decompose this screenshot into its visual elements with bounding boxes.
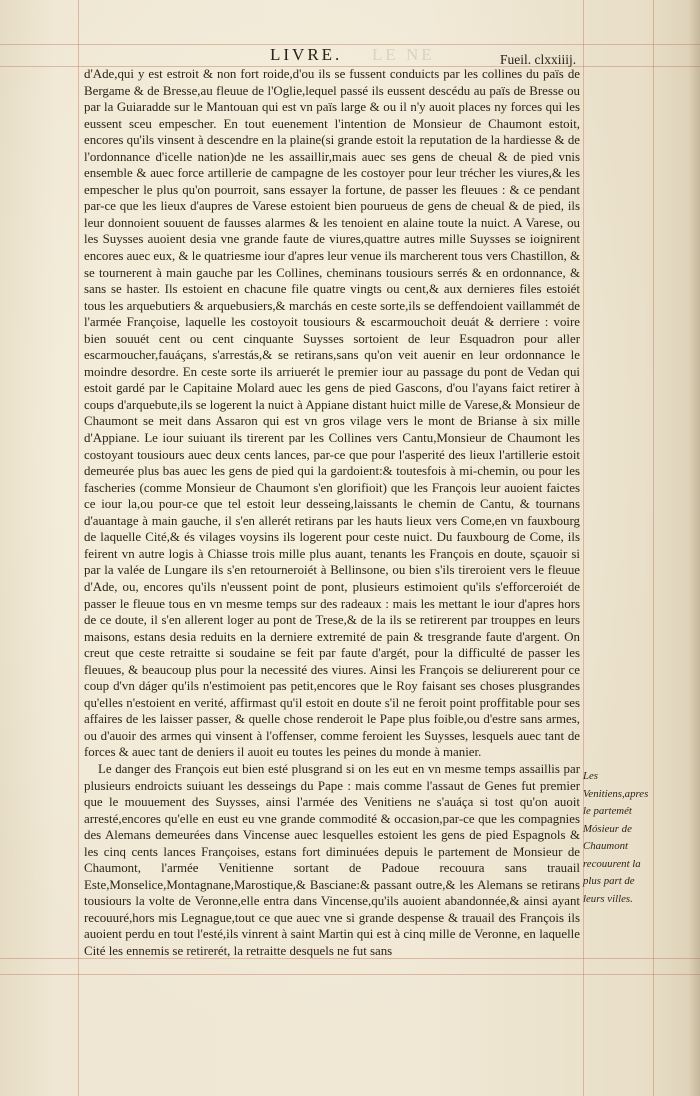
folio-number: Fueil. clxxiiij. bbox=[500, 52, 577, 67]
left-margin-rule bbox=[78, 0, 79, 1096]
show-through-title: LE NE bbox=[372, 45, 435, 64]
right-margin-rule bbox=[653, 0, 654, 1096]
marginal-note: Les Venitiens,apres le partemét Mósieur de Chaumont recouurent la plus part de leurs villes. bbox=[583, 770, 649, 905]
right-text-rule bbox=[583, 0, 584, 1096]
paragraph-1: d'Ade,qui y est estroit & non fort roide,d'ou ils se fussent conduicts par les collines du païs de Bergame & de Bresse,au fleuue de l'Oglie,lequel passé ils eussent descédu au païs de Bresse ou par la Guiaradde sur le Mantouan qui est vn païs large & ou il n'y auoit places ny forces qui les eussent sceu empescher. En tout euenement l'intention de Monsieur de Chaumont estoit, encores qu'ils vinsent à descendre en la plaine(si grande estoit la reputation de la hardiesse & de l'ordonnance d'icelle nation)de ne les assaillir,mais auec ses gens de cheual & de pied vnis ensemble & auec force artillerie de campagne de les costoyer pour leur trécher les viures,& les empescher le plus qu'on pourroit, sans essayer la fortune, de passer les fleuues : & ce pendant par-ce que les lieux d'aupres de Varese estoient bien pourueus de gens de cheual & de pied, ils leur donnoient souuent de fausses alarmes & les tenoient en alaine toute la nuict. A Varese, ou les Suysses auoient desia vne grande faute de viures,quattre autres mille Suysses se ioignirent encores auec eux, & le quatriesme iour d'apres leur venue ils marcherent tous vers Chastillon, & se tournerent à main gauche par les Collines, cheminans tousiours serrés & en ordonnance, & sans se haster. Ils estoient en chacune file quatre vingts ou cent,& aux dernieres files estoiét tous les arquebutiers & arquebusiers,& marchás en ceste sorte,ils se deffendoient vaillammét de l'armée Françoise, laquelle les costoyoit tousiours & escarmouchoit deuát & derriere : voire bien souuét cent ou cent cinquante Suysses sortoient de leur Esquadron pour aller escarmoucher,fauáçans, s'arrestás,& se retirans,sans qu'on veit auenir en leur ordonnance le moindre desordre. En ceste sorte ils arriuerét le premier iour au passage du pont de Vedan qui estoit gardé par le Capitaine Molard auec les gens de pied Gascons, d'ou l'ayans faict retirer à coups d'arquebute,ils se logerent la nuict à Appiane distant huict mille de Varese,& Monsieur de Chaumont se meit dans Assaron qui est vn gros vilage vers le mont de Brianse à six mille d'Appiane. Le iour suiuant ils tirerent par les Collines vers Cantu,Monsieur de Chaumont les costoyant tousiours auec deux cents lances, par-ce que pour l'asperité des lieux l'artillerie estoit demeurée plus bas auec les gens de pied qui la gardoient:& toutesfois à mi-chemin, ou pour les fascheries (comme Monsieur de Chaumont s'en glorifioit) que les François leur auoient faictes ce iour la,ou pour-ce que tel estoit leur desseing,laissants le chemin de Cantu, & tournans d'auantage à main gauche, il s'en allerét retirans par les hauts lieux vers Come,en vn fauxbourg de laquelle Cité,& és vilages voysins ils logerent pour ceste nuict. Du fauxbourg de Come, ils feirent vn autre logis à Chiasse trois mille plus auant, tenants les François en doute, sçauoir si par la valée de Lungare ils s'en retourneroiét à Bellinsone, ou bien s'ils tireroient vers le fleuue d'Ade, ou, encores qu'ils n'eussent point de pont, plusieurs estimoient qu'ils s'efforceroiét de passer le fleuue tous en vn mesme temps sur des radeaux : mais les mettant le iour d'apres hors de ce doute, il s'en allerent loger au pont de Trese,& de la ils se retirerent par trouppes en leurs maisons, estans desia reduits en la derniere extremité de pain & tresgrande faute d'argent. On creut que ceste retraitte si soudaine se feit par faute d'argét, pour la difficulté de passer les fleuues, & beaucoup plus pour la necessité des viures. Ainsi les François se deliurerent pour ce coup d'vn dáger qu'ils n'estimoient pas petit,encores que le Roy faisant ses choses plusgrandes qu'elles n'estoient en verité, affirmast qu'il estoit en doute s'il ne feroit point proffitable pour ses affaires de les laisser passer, & quelle chose renderoit le Pape plus foible,ou d'estre sans armes, ou d'auoir des armes qui vinsent à l'offenser, comme feroient les Suysses, lesquels auec tant de forces & auec tant de deniers il auoit eu toutes les peines du monde à manier. bbox=[84, 67, 580, 760]
header-rule bbox=[0, 44, 700, 45]
page-edge-shadow bbox=[688, 0, 700, 1096]
paragraph-2: Le danger des François eut bien esté plusgrand si on les eut en vn mesme temps assaillis par plusieurs endroicts suiuant les desseings du Pape : mais comme l'assaut de Genes fut premier que le mouuement des Suysses, ainsi l'armée des Venitiens ne s'auáça si tost qu'on auoit arresté,encores qu'elle en eust eu vne grande commodité & occasion,par-ce que les compagnies des Alemans demeurées dans Vincense auec lesquelles estoient les gens de pied Espagnols & les cinq cents lances Françoises, estans fort diminuées depuis le partement de Monsieur de Chaumont, l'armée Venitienne sortant de Padoue recouura sans trauail Este,Monselice,Montagnane,Marostique,& Basciane:& passant outre,& les Alemans se retirans tousiours la volte de Veronne,elle entra dans Vincense,qu'ils auoient abandonnée,& ainsi ayant recouuré,hors mis Legnague,tout ce que auec vne si grande despense & trauail des François ils auoient perdu en tout l'esté,ils vinrent à saint Martin qui est à cinq mille de Veronne, en laquelle Cité les ennemis se retirerét, la retraitte desquels ne fut sans bbox=[84, 761, 580, 958]
bottom-rule-2 bbox=[0, 974, 700, 975]
running-title: LIVRE. bbox=[270, 45, 343, 64]
main-text-column bbox=[84, 66, 580, 960]
